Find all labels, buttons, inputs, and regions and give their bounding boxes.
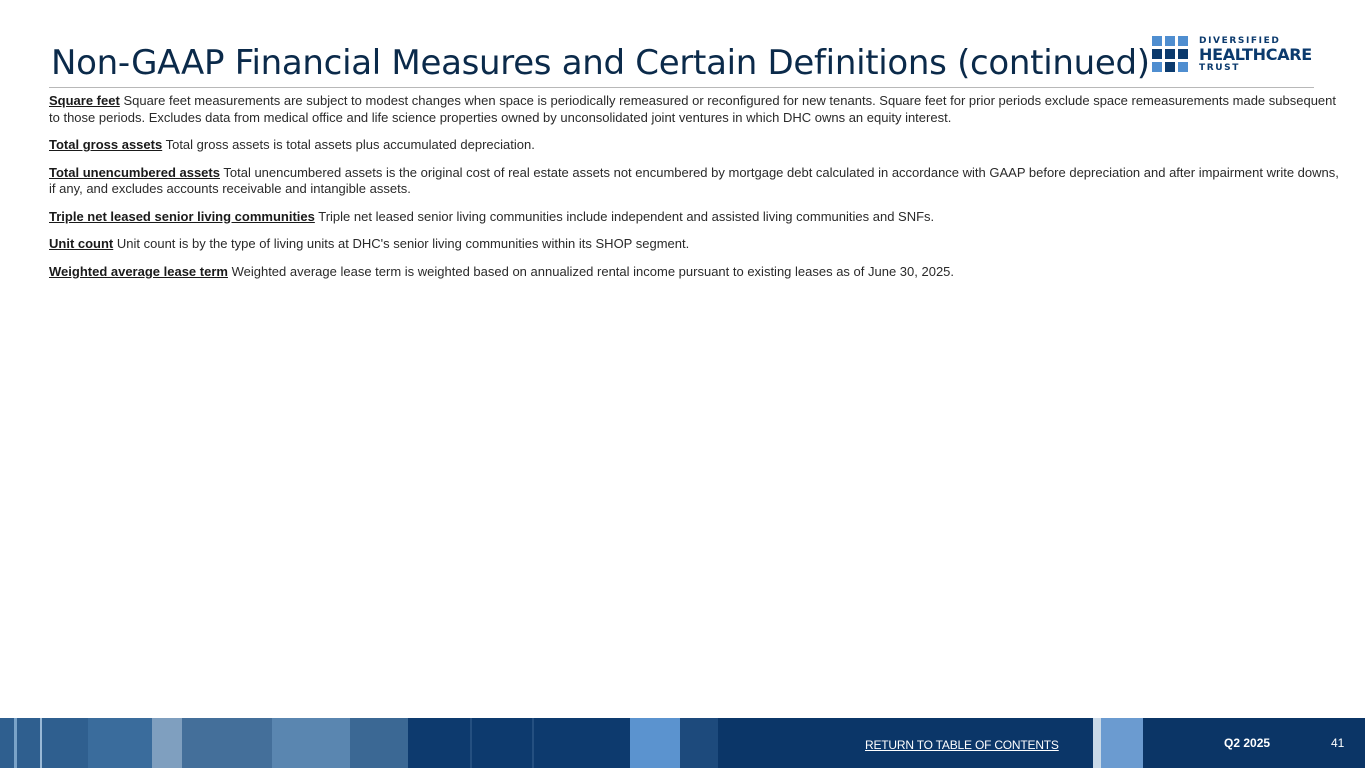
- definition-total-gross-assets: [49, 137, 1339, 154]
- definition-term: Triple net leased senior living communities: [49, 208, 315, 224]
- quarter-label: Q2 2025: [1224, 736, 1271, 750]
- definition-text: Triple net leased senior living communities include independent and assisted living communities and SNFs.: [318, 208, 935, 224]
- page-title: Non-GAAP Financial Measures and Certain Definitions (continued): [51, 43, 1150, 83]
- logo-line-2: HEALTHCARE: [1199, 45, 1312, 64]
- definition-text: Total gross assets is total assets plus accumulated depreciation.: [165, 137, 535, 152]
- definition-term: Total gross assets: [49, 137, 163, 152]
- logo-line-1: DIVERSIFIED: [1199, 36, 1281, 46]
- definition-total-unencumbered-assets: [49, 165, 1339, 198]
- logo-wordmark: [1199, 36, 1312, 74]
- definition-text: Square feet measurements are subject to modest changes when space is periodically remeasured or reconfigured for new tenants. Square feet for prior periods exclude space remeasurements made subsequent to those periods. Excludes data from medical office and life science properties owned by unconsolidated joint ventures in which DHC owns an equity interest.: [49, 93, 1336, 125]
- definition-text: Unit count is by the type of living units at DHC's senior living communities within its SHOP segment.: [116, 236, 690, 251]
- company-logo: [1152, 36, 1322, 76]
- logo-line-3: TRUST: [1199, 63, 1240, 73]
- page-number: 41: [1331, 736, 1345, 750]
- definition-text: Weighted average lease term is weighted based on annualized rental income pursuant to existing leases as of June 30, 2025.: [231, 263, 955, 279]
- definitions-list: [49, 93, 1339, 291]
- footer-photo-band: [0, 718, 1365, 768]
- definition-term: Weighted average lease term: [49, 263, 228, 279]
- definition-term: Square feet: [49, 93, 120, 108]
- definition-square-feet: [49, 93, 1339, 126]
- definition-text: Total unencumbered assets is the original cost of real estate assets not encumbered by mortgage debt calculated in accordance with GAAP before depreciation and after impairment write downs, if any, and excludes accounts receivable and intangible assets.: [49, 164, 1339, 196]
- definition-term: Unit count: [49, 236, 114, 251]
- title-divider: [49, 87, 1314, 88]
- definition-triple-net-leased: [49, 209, 1339, 226]
- definition-unit-count: [49, 236, 1339, 253]
- definition-weighted-average-lease-term: [49, 264, 1339, 281]
- return-to-toc-link[interactable]: RETURN TO TABLE OF CONTENTS: [865, 738, 1059, 752]
- grid-squares-logo-icon: [1152, 36, 1190, 74]
- definition-term: Total unencumbered assets: [49, 164, 220, 180]
